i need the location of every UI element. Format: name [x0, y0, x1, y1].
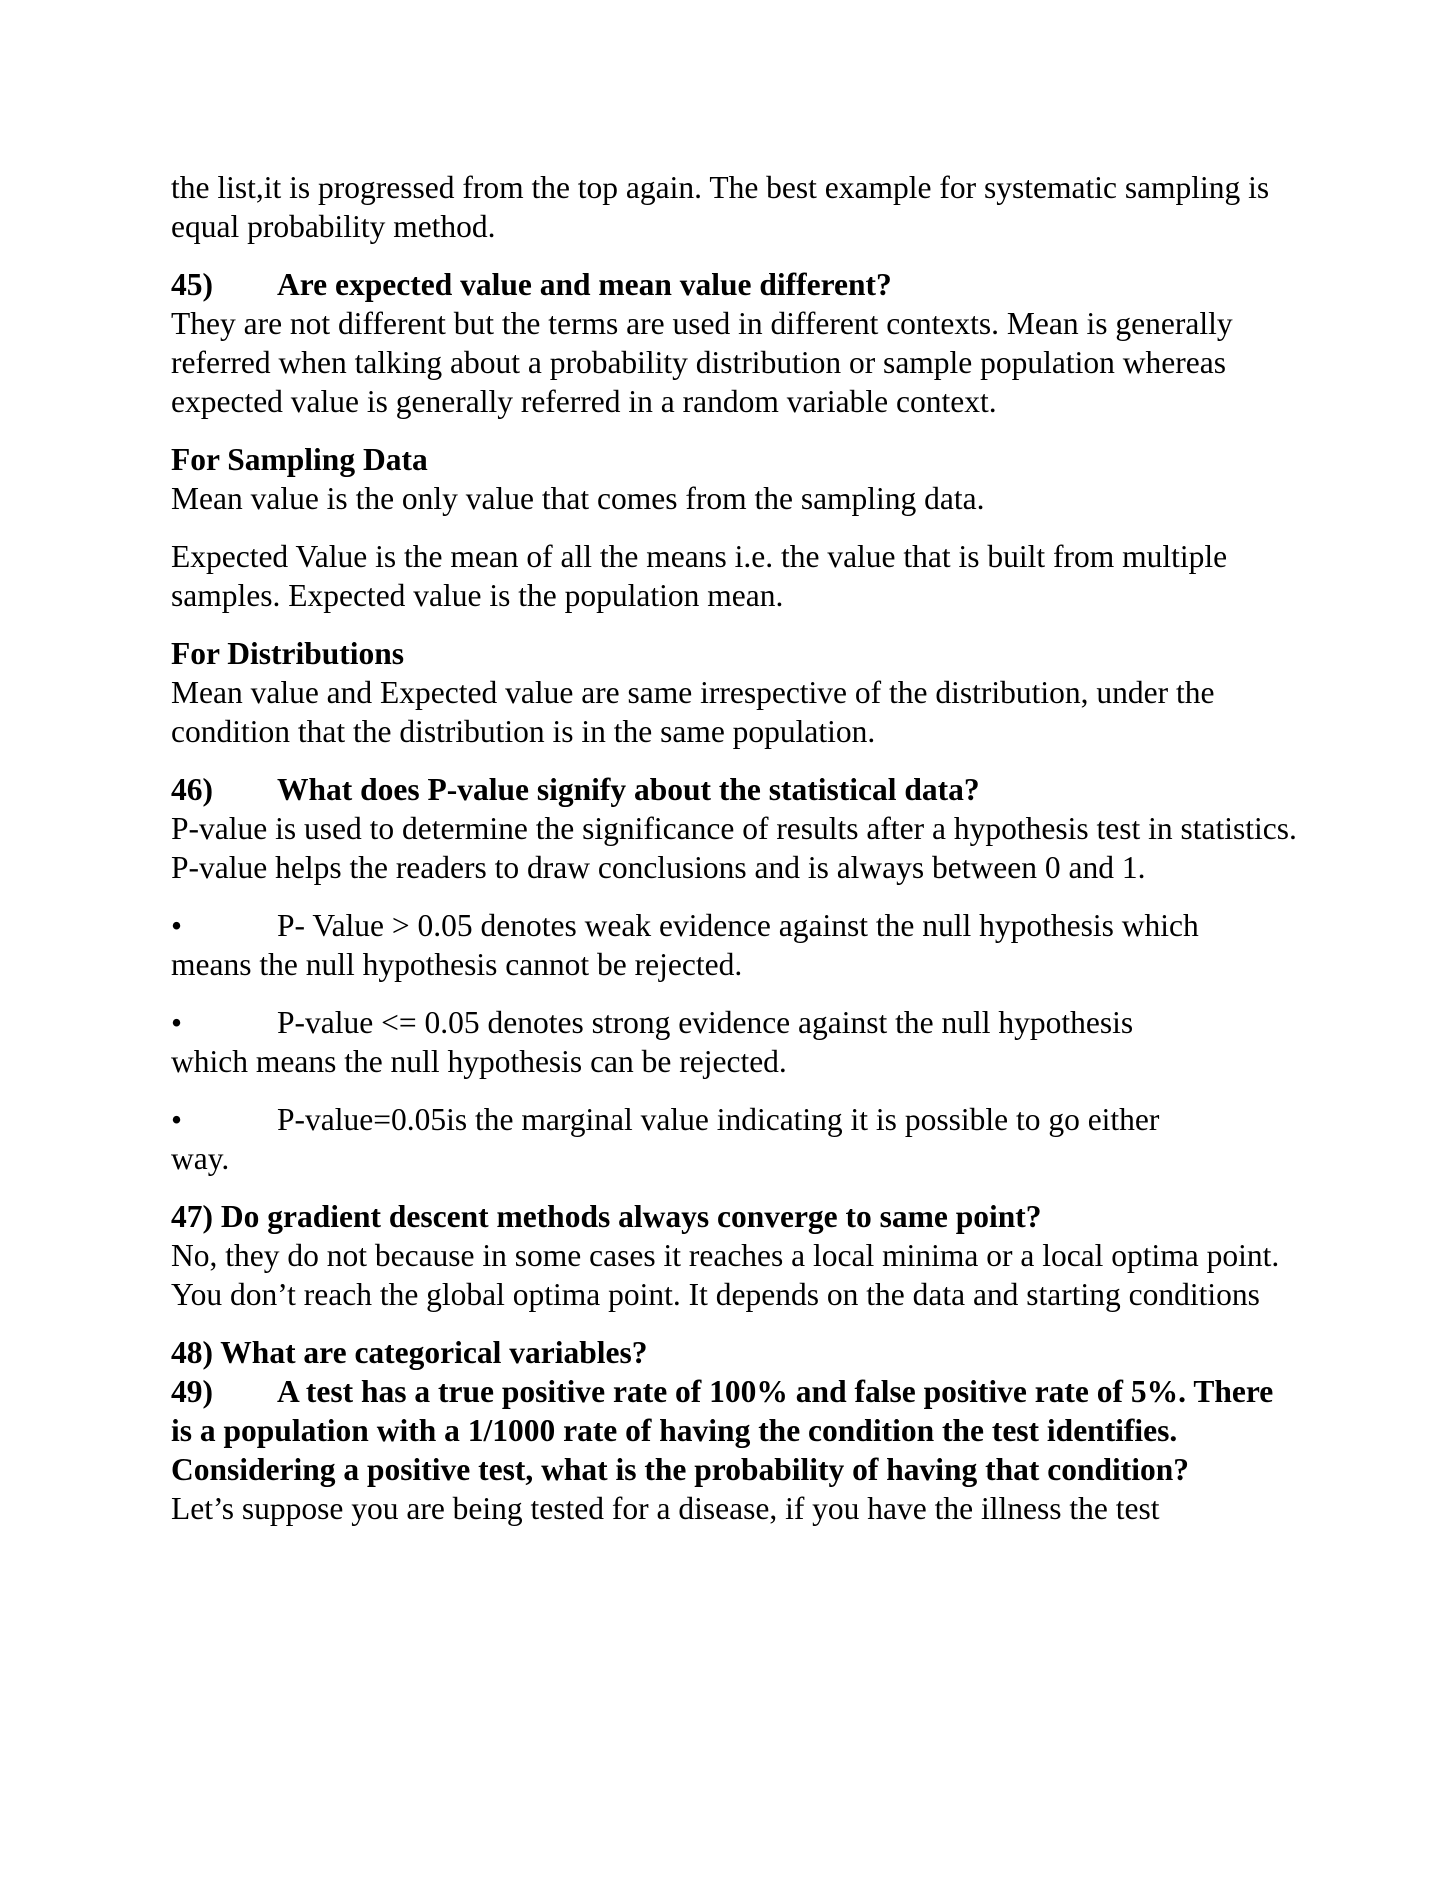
q49-question: A test has a true positive rate of 100% and false positive rate of 5%. There is a population with a 1/1000 rate of having the condition the test identifies. Considering a positive test, what is the probability of having that condition?: [171, 1374, 1274, 1487]
q49-answer: Let’s suppose you are being tested for a disease, if you have the illness the test: [171, 1491, 1160, 1526]
sampling-heading: For Sampling Data: [171, 442, 428, 477]
sampling-paragraph-2: Expected Value is the mean of all the means i.e. the value that is built from multiple samples. Expected value is the population mean.: [171, 539, 1228, 613]
q45-answer: They are not different but the terms are used in different contexts. Mean is generally referred when talking about a probability distribution or sample population whereas expected value is generally referred in a random variable context.: [171, 306, 1233, 419]
bullet-icon: •: [171, 908, 183, 943]
q49-number: 49): [171, 1374, 213, 1409]
q49-heading: [171, 1372, 1301, 1489]
q46-number: 46): [171, 772, 213, 807]
q47-answer: No, they do not because in some cases it reaches a local minima or a local optima point. You don’t reach the global optima point. It depends on the data and starting conditions: [171, 1238, 1280, 1312]
q45-heading: [171, 265, 1301, 304]
q45-number: 45): [171, 267, 213, 302]
q45-question: Are expected value and mean value different?: [277, 267, 892, 302]
bullet-rest: means the null hypothesis cannot be rejected.: [171, 947, 743, 982]
intro-paragraph: the list,it is progressed from the top again. The best example for systematic sampling is equal probability method.: [171, 170, 1270, 244]
q46-heading: [171, 770, 1301, 809]
distributions-heading: For Distributions: [171, 636, 405, 671]
bullet-rest: way.: [171, 1141, 230, 1176]
q47-heading: 47) Do gradient descent methods always converge to same point?: [171, 1199, 1042, 1234]
q46-question: What does P-value signify about the statistical data?: [277, 772, 980, 807]
bullet-icon: •: [171, 1102, 183, 1137]
sampling-paragraph-1: Mean value is the only value that comes from the sampling data.: [171, 481, 985, 516]
list-item: [171, 1003, 1301, 1081]
bullet-lead: P-value=0.05is the marginal value indicating it is possible to go either: [277, 1102, 1160, 1137]
bullet-lead: P-value <= 0.05 denotes strong evidence against the null hypothesis: [277, 1005, 1134, 1040]
bullet-rest: which means the null hypothesis can be rejected.: [171, 1044, 787, 1079]
list-item: [171, 1100, 1301, 1178]
q48-heading: 48) What are categorical variables?: [171, 1335, 648, 1370]
bullet-lead: P- Value > 0.05 denotes weak evidence against the null hypothesis which: [277, 908, 1199, 943]
page-content: [171, 168, 1301, 1528]
list-item: [171, 906, 1301, 984]
bullet-icon: •: [171, 1005, 183, 1040]
distributions-paragraph: Mean value and Expected value are same irrespective of the distribution, under the condition that the distribution is in the same population.: [171, 675, 1215, 749]
q46-answer: P-value is used to determine the significance of results after a hypothesis test in statistics. P-value helps the readers to draw conclusions and is always between 0 and 1.: [171, 811, 1297, 885]
